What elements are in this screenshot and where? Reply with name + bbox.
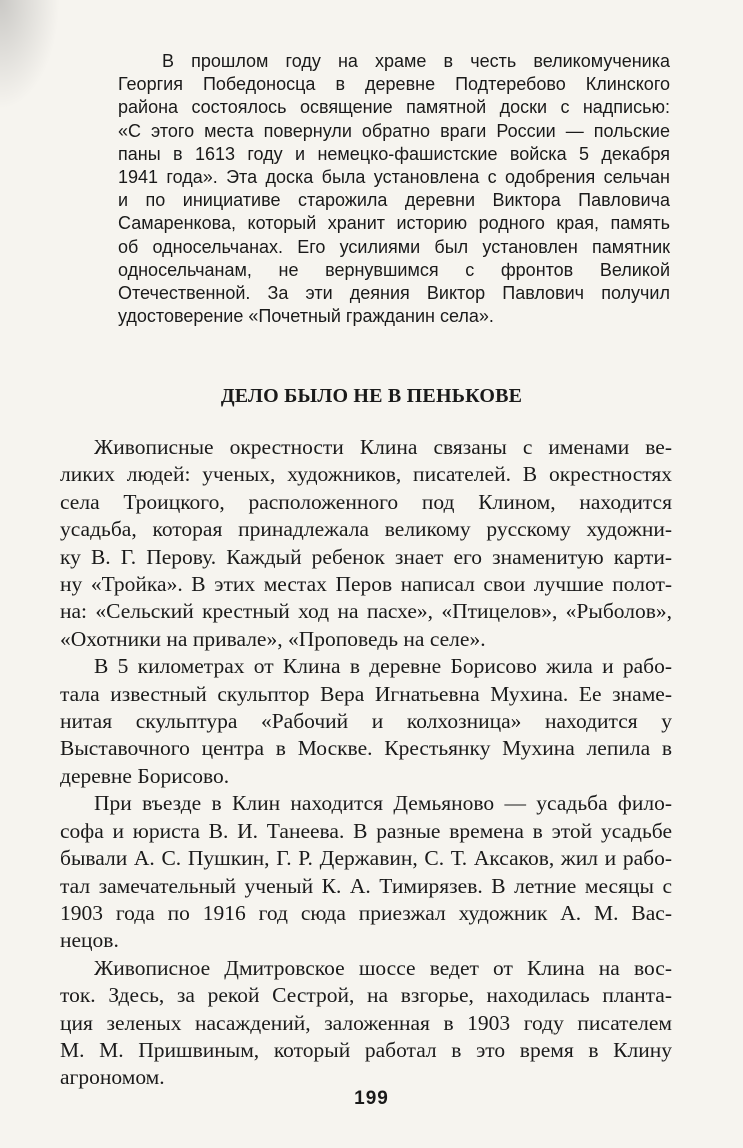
body-line: нецов. [60, 928, 119, 953]
body-line: села Троицкого, расположенного под Клином, находится [60, 489, 672, 514]
intro-line: и по инициативе старожила деревни Виктора Павловича [118, 190, 670, 211]
body-line: Живописные окрестности Клина связаны с именами ве- [94, 435, 672, 459]
body-line: агрономом. [60, 1065, 165, 1090]
intro-line: Самаренкова, который хранит историю родного края, память [118, 213, 670, 234]
body-line: «Охотники на привале», «Проповедь на селе». [60, 626, 486, 651]
body-line: ток. Здесь, за рекой Сестрой, на взгорье, находилась планта- [60, 983, 672, 1008]
body-line: 1903 года по 1916 год сюда приезжал художник А. М. Вас- [60, 900, 672, 925]
body-line: на: «Сельский крестный ход на пасхе», «Птицелов», «Рыболов», [60, 599, 672, 624]
body-line: софа и юриста В. И. Танеева. В разные времена в этой усадьбе [60, 818, 672, 843]
intro-line: В прошлом году на храме в честь великомученика [162, 51, 670, 71]
body-line: тал замечательный ученый К. А. Тимирязев. В летние месяцы с [60, 873, 672, 898]
body-line: ция зеленых насаждений, заложенная в 1903 году писателем [60, 1010, 672, 1035]
intro-line: района состоялось освящение памятной доски с надписью: [118, 97, 670, 118]
intro-line: удостоверение «Почетный гражданин села». [118, 306, 494, 327]
body-line: усадьба, которая принадлежала великому русскому художни- [60, 517, 672, 542]
intro-paragraph [118, 50, 670, 328]
intro-line: односельчанам, не вернувшимся с фронтов Великой [118, 259, 670, 280]
intro-line: Георгия Победоносца в деревне Подтеребово Клинского [118, 74, 670, 95]
body-line: При въезде в Клин находится Демьяново — усадьба фило- [94, 791, 672, 816]
intro-line: «С этого места повернули обратно враги России — польские [118, 120, 670, 141]
body-line: М. М. Пришвиным, который работал в это время в Клину [60, 1037, 672, 1062]
intro-line: об односельчанах. Его усилиями был установлен памятник [118, 236, 670, 257]
intro-line: паны в 1613 году и немецко-фашистские войска 5 декабря [118, 143, 670, 164]
section-heading: ДЕЛО БЫЛО НЕ В ПЕНЬКОВЕ [220, 385, 523, 407]
body-line: Выставочного центра в Москве. Крестьянку Мухина лепила в [60, 736, 672, 761]
intro-line: 1941 года». Эта доска была установлена с одобрения сельчан [118, 167, 670, 188]
body-line: В 5 километрах от Клина в деревне Борисово жила и рабо- [94, 654, 672, 679]
body-line: ку В. Г. Перову. Каждый ребенок знает его знаменитую карти- [60, 544, 672, 569]
body-line: тала известный скульптор Вера Игнатьевна Мухина. Ее знаме- [60, 681, 672, 706]
body-line: деревне Борисово. [60, 763, 230, 788]
body-line: нитая скульптура «Рабочий и колхозница» находится у [60, 709, 672, 734]
page-number: 199 [354, 1088, 389, 1109]
body-line: Живописное Дмитровское шоссе ведет от Клина на вос- [94, 955, 672, 980]
body-text [60, 434, 672, 1092]
intro-line: Отечественной. За эти деяния Виктор Павлович получил [118, 283, 670, 304]
body-line: ну «Тройка». В этих местах Перов написал свои лучшие полот- [60, 572, 672, 597]
body-line: бывали А. С. Пушкин, Г. Р. Державин, С. Т. Аксаков, жил и рабо- [60, 846, 672, 871]
page-edge-shadow [0, 0, 60, 110]
body-line: ликих людей: ученых, художников, писателей. В окрестностях [60, 462, 672, 487]
